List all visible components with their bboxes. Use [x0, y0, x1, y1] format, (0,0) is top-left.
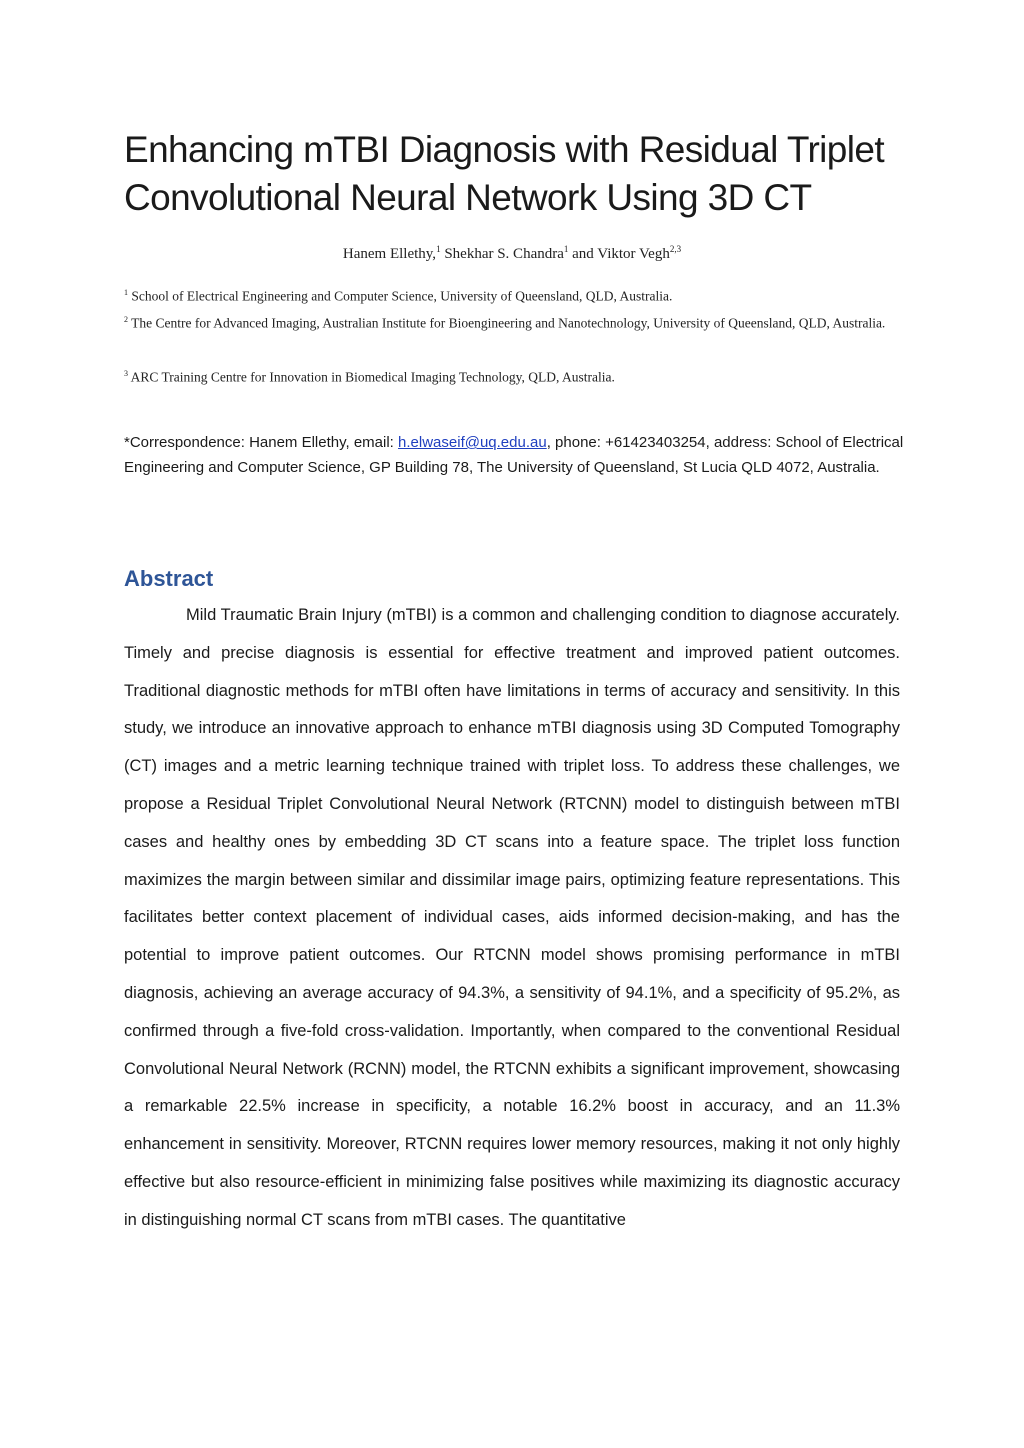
correspondence-suffix: , phone: +61423403254, address: School of Electrical Engineering and Computer Science, GP Building 78, The University of Queensland, St Lucia QLD 4072, Australia. — [124, 434, 904, 476]
affiliation-1-number: 1 — [124, 288, 128, 297]
abstract-heading: Abstract — [124, 566, 214, 591]
affiliation-1 — [124, 279, 900, 310]
author-2-affil: 1 — [563, 244, 569, 254]
author-1-affil: 1 — [436, 244, 441, 254]
affiliation-2-number: 2 — [124, 315, 128, 324]
author-3-affil: 2,3 — [669, 244, 682, 254]
author-1: Hanem Ellethy, — [342, 246, 437, 262]
correspondence-prefix: *Correspondence: Hanem Ellethy, email: — [124, 434, 399, 451]
title-line-2: Convolutional Neural Network Using 3D CT — [124, 177, 812, 218]
affiliation-3-text: ARC Training Centre for Innovation in Biomedical Imaging Technology, QLD, Australia. — [128, 369, 615, 385]
paper-title — [124, 126, 924, 222]
affiliation-2-text: The Centre for Advanced Imaging, Australian Institute for Bioengineering and Nanotechnology, University of Queensland, QLD, Australia. — [128, 315, 886, 331]
affiliation-2 — [124, 306, 900, 337]
affiliation-3-number: 3 — [124, 369, 128, 378]
abstract-text: Mild Traumatic Brain Injury (mTBI) is a common and challenging condition to diagnose accurately. Timely and precise diagnosis is essential for effective treatment and improved patient outcomes. Traditional diagnostic methods for mTBI often have limitations in terms of accuracy and sensitivity. In this study, we introduce an innovative approach to enhance mTBI diagnosis using 3D Computed Tomography (CT) images and a metric learning technique trained with triplet loss. To address these challenges, we propose a Residual Triplet Convolutional Neural Network (RTCNN) model to distinguish between mTBI cases and healthy ones by embedding 3D CT scans into a feature space. The triplet loss function maximizes the margin between similar and dissimilar image pairs, optimizing feature representations. This facilitates better context placement of individual cases, aids informed decision-making, and has the potential to improve patient outcomes. Our RTCNN model shows promising performance in mTBI diagnosis, achieving an average accuracy of 94.3%, a sensitivity of 94.1%, and a specificity of 95.2%, as confirmed through a five-fold cross-validation. Importantly, when compared to the conventional Residual Convolutional Neural Network (RCNN) model, the RTCNN exhibits a significant improvement, showcasing a remarkable 22.5% increase in specificity, a notable 16.2% boost in accuracy, and an 11.3% enhancement in sensitivity. Moreover, RTCNN requires lower memory resources, making it not only highly effective but also resource-efficient in minimizing false positives while maximizing its diagnostic accuracy in distinguishing normal CT scans from mTBI cases. The quantitative — [124, 606, 900, 1229]
title-line-1: Enhancing mTBI Diagnosis with Residual Triplet — [124, 129, 885, 170]
affiliation-1-text: School of Electrical Engineering and Computer Science, University of Queensland, QLD, Australia. — [128, 288, 673, 304]
correspondence-email-link[interactable]: h.elwaseif@uq.edu.au — [398, 434, 547, 451]
affiliation-3 — [124, 360, 900, 391]
author-3: and Viktor Vegh — [568, 246, 670, 262]
author-list — [124, 244, 900, 263]
correspondence-note — [124, 430, 904, 480]
author-2: Shekhar S. Chandra — [440, 246, 564, 262]
